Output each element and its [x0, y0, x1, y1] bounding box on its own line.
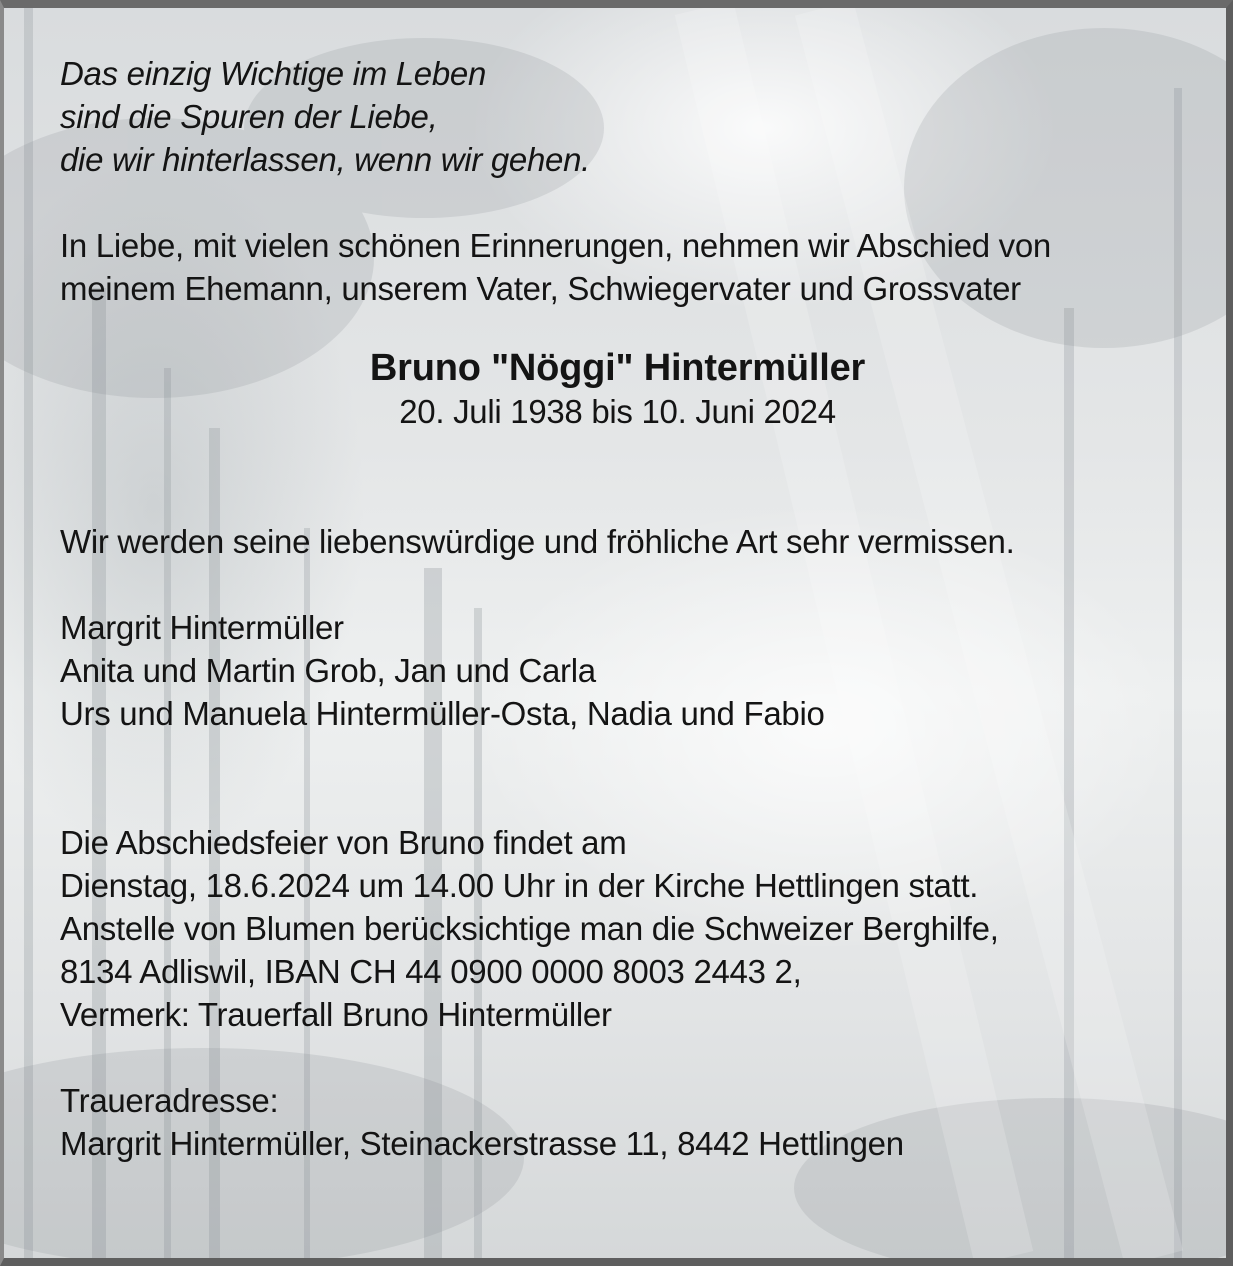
- obituary-text: [60, 52, 1180, 1165]
- ceremony-info: [60, 821, 1180, 1036]
- ceremony-line: 8134 Adliswil, IBAN CH 44 0900 0000 8003 2443 2,: [60, 953, 802, 990]
- ceremony-line: Anstelle von Blumen berücksichtige man die Schweizer Berghilfe,: [60, 910, 999, 947]
- mourning-address: [60, 1079, 1180, 1165]
- quote-line: sind die Spuren der Liebe,: [60, 98, 438, 135]
- deceased-name: Bruno "Nöggi" Hintermüller: [369, 347, 866, 389]
- ceremony-line: Die Abschiedsfeier von Bruno findet am: [60, 824, 627, 861]
- life-dates: 20. Juli 1938 bis 10. Juni 2024: [399, 393, 836, 430]
- quote-line: die wir hinterlassen, wenn wir gehen.: [60, 141, 591, 178]
- deceased-block: [60, 346, 1175, 432]
- ceremony-line: Vermerk: Trauerfall Bruno Hintermüller: [60, 996, 612, 1033]
- intro-line: In Liebe, mit vielen schönen Erinnerungen, nehmen wir Abschied von: [60, 227, 1051, 264]
- memorial-quote: [60, 52, 1180, 181]
- ceremony-line: Dienstag, 18.6.2024 um 14.00 Uhr in der Kirche Hettlingen statt.: [60, 867, 979, 904]
- mourner-entry: Margrit Hintermüller: [60, 609, 344, 646]
- address-value: Margrit Hintermüller, Steinackerstrasse 11, 8442 Hettlingen: [60, 1125, 904, 1162]
- mourner-entry: Anita und Martin Grob, Jan und Carla: [60, 652, 596, 689]
- mourners-list: [60, 606, 1180, 735]
- intro-paragraph: [60, 224, 1180, 310]
- mourner-entry: Urs und Manuela Hintermüller-Osta, Nadia und Fabio: [60, 695, 825, 732]
- quote-line: Das einzig Wichtige im Leben: [60, 55, 487, 92]
- intro-line: meinem Ehemann, unserem Vater, Schwiegervater und Grossvater: [60, 270, 1021, 307]
- address-label: Traueradresse:: [60, 1082, 279, 1119]
- tribute-text: Wir werden seine liebenswürdige und fröhliche Art sehr vermissen.: [60, 523, 1015, 560]
